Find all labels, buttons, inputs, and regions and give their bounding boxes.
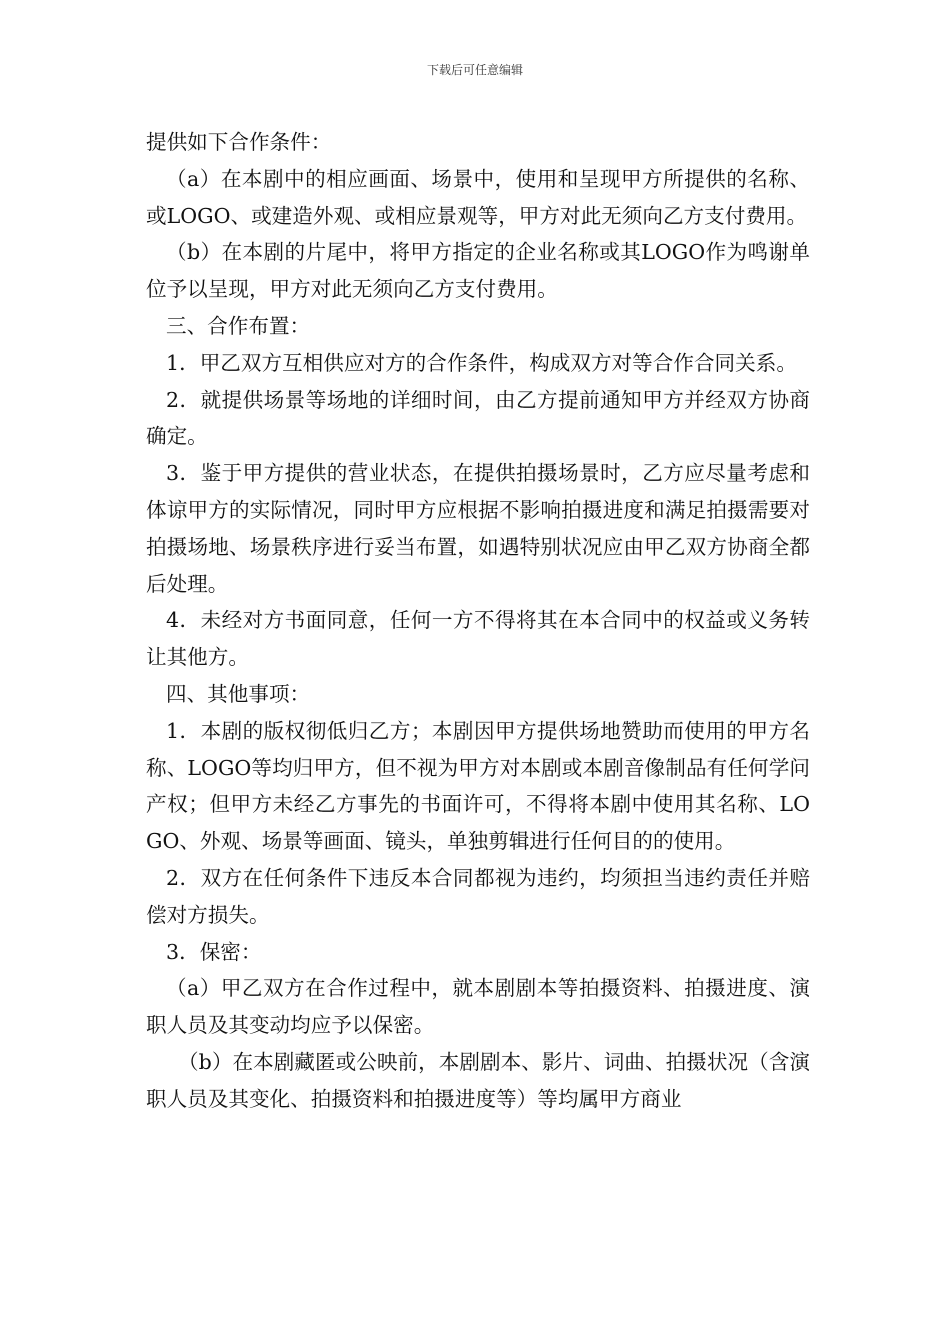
document-body [146, 124, 810, 1118]
paragraph-arrangement-3: 3．鉴于甲方提供的营业状态，在提供拍摄场景时，乙方应尽量考虑和体谅甲方的实际情况，同时甲方应根据不影响拍摄进度和满足拍摄需要对拍摄场地、场景秩序进行妥当布置，如遇特别状况应由甲乙双方协商全都后处理。 [146, 461, 810, 596]
paragraph-arrangement-2: 2．就提供场景等场地的详细时间，由乙方提前通知甲方并经双方协商确定。 [146, 387, 810, 449]
page-header: 下载后可任意编辑 [426, 63, 523, 77]
paragraph-condition-a: （a）在本剧中的相应画面、场景中，使用和呈现甲方所提供的名称、或LOGO、或建造外观、或相应景观等，甲方对此无须向乙方支付费用。 [146, 166, 810, 228]
paragraph-other-2: 2．双方在任何条件下违反本合同都视为违约，均须担当违约责任并赔偿对方损失。 [146, 865, 810, 927]
section-heading-other-matters: 四、其他事项： [166, 681, 311, 706]
paragraph-arrangement-1: 1．甲乙双方互相供应对方的合作条件，构成双方对等合作合同关系。 [166, 350, 797, 375]
paragraph-confidentiality-a: （a）甲乙双方在合作过程中，就本剧剧本等拍摄资料、拍摄进度、演职人员及其变动均应予以保密。 [146, 976, 810, 1038]
paragraph-confidentiality-heading: 3．保密： [166, 939, 262, 964]
paragraph-confidentiality-b: （b）在本剧藏匿或公映前，本剧剧本、影片、词曲、拍摄状况（含演职人员及其变化、拍摄资料和拍摄进度等）等均属甲方商业 [146, 1049, 810, 1111]
paragraph-other-1: 1．本剧的版权彻低归乙方；本剧因甲方提供场地赞助而使用的甲方名称、LOGO等均归甲方，但不视为甲方对本剧或本剧音像制品有任何学问产权；但甲方未经乙方事先的书面许可，不得将本剧中使用其名称、LOGO、外观、场景等画面、镜头，单独剪辑进行任何目的的使用。 [146, 718, 810, 854]
section-heading-arrangement: 三、合作布置： [166, 313, 311, 338]
paragraph-conditions-intro: 提供如下合作条件： [146, 130, 332, 154]
paragraph-condition-b: （b）在本剧的片尾中，将甲方指定的企业名称或其LOGO作为鸣谢单位予以呈现，甲方对此无须向乙方支付费用。 [146, 240, 810, 302]
paragraph-arrangement-4: 4．未经对方书面同意，任何一方不得将其在本合同中的权益或义务转让其他方。 [146, 608, 810, 670]
